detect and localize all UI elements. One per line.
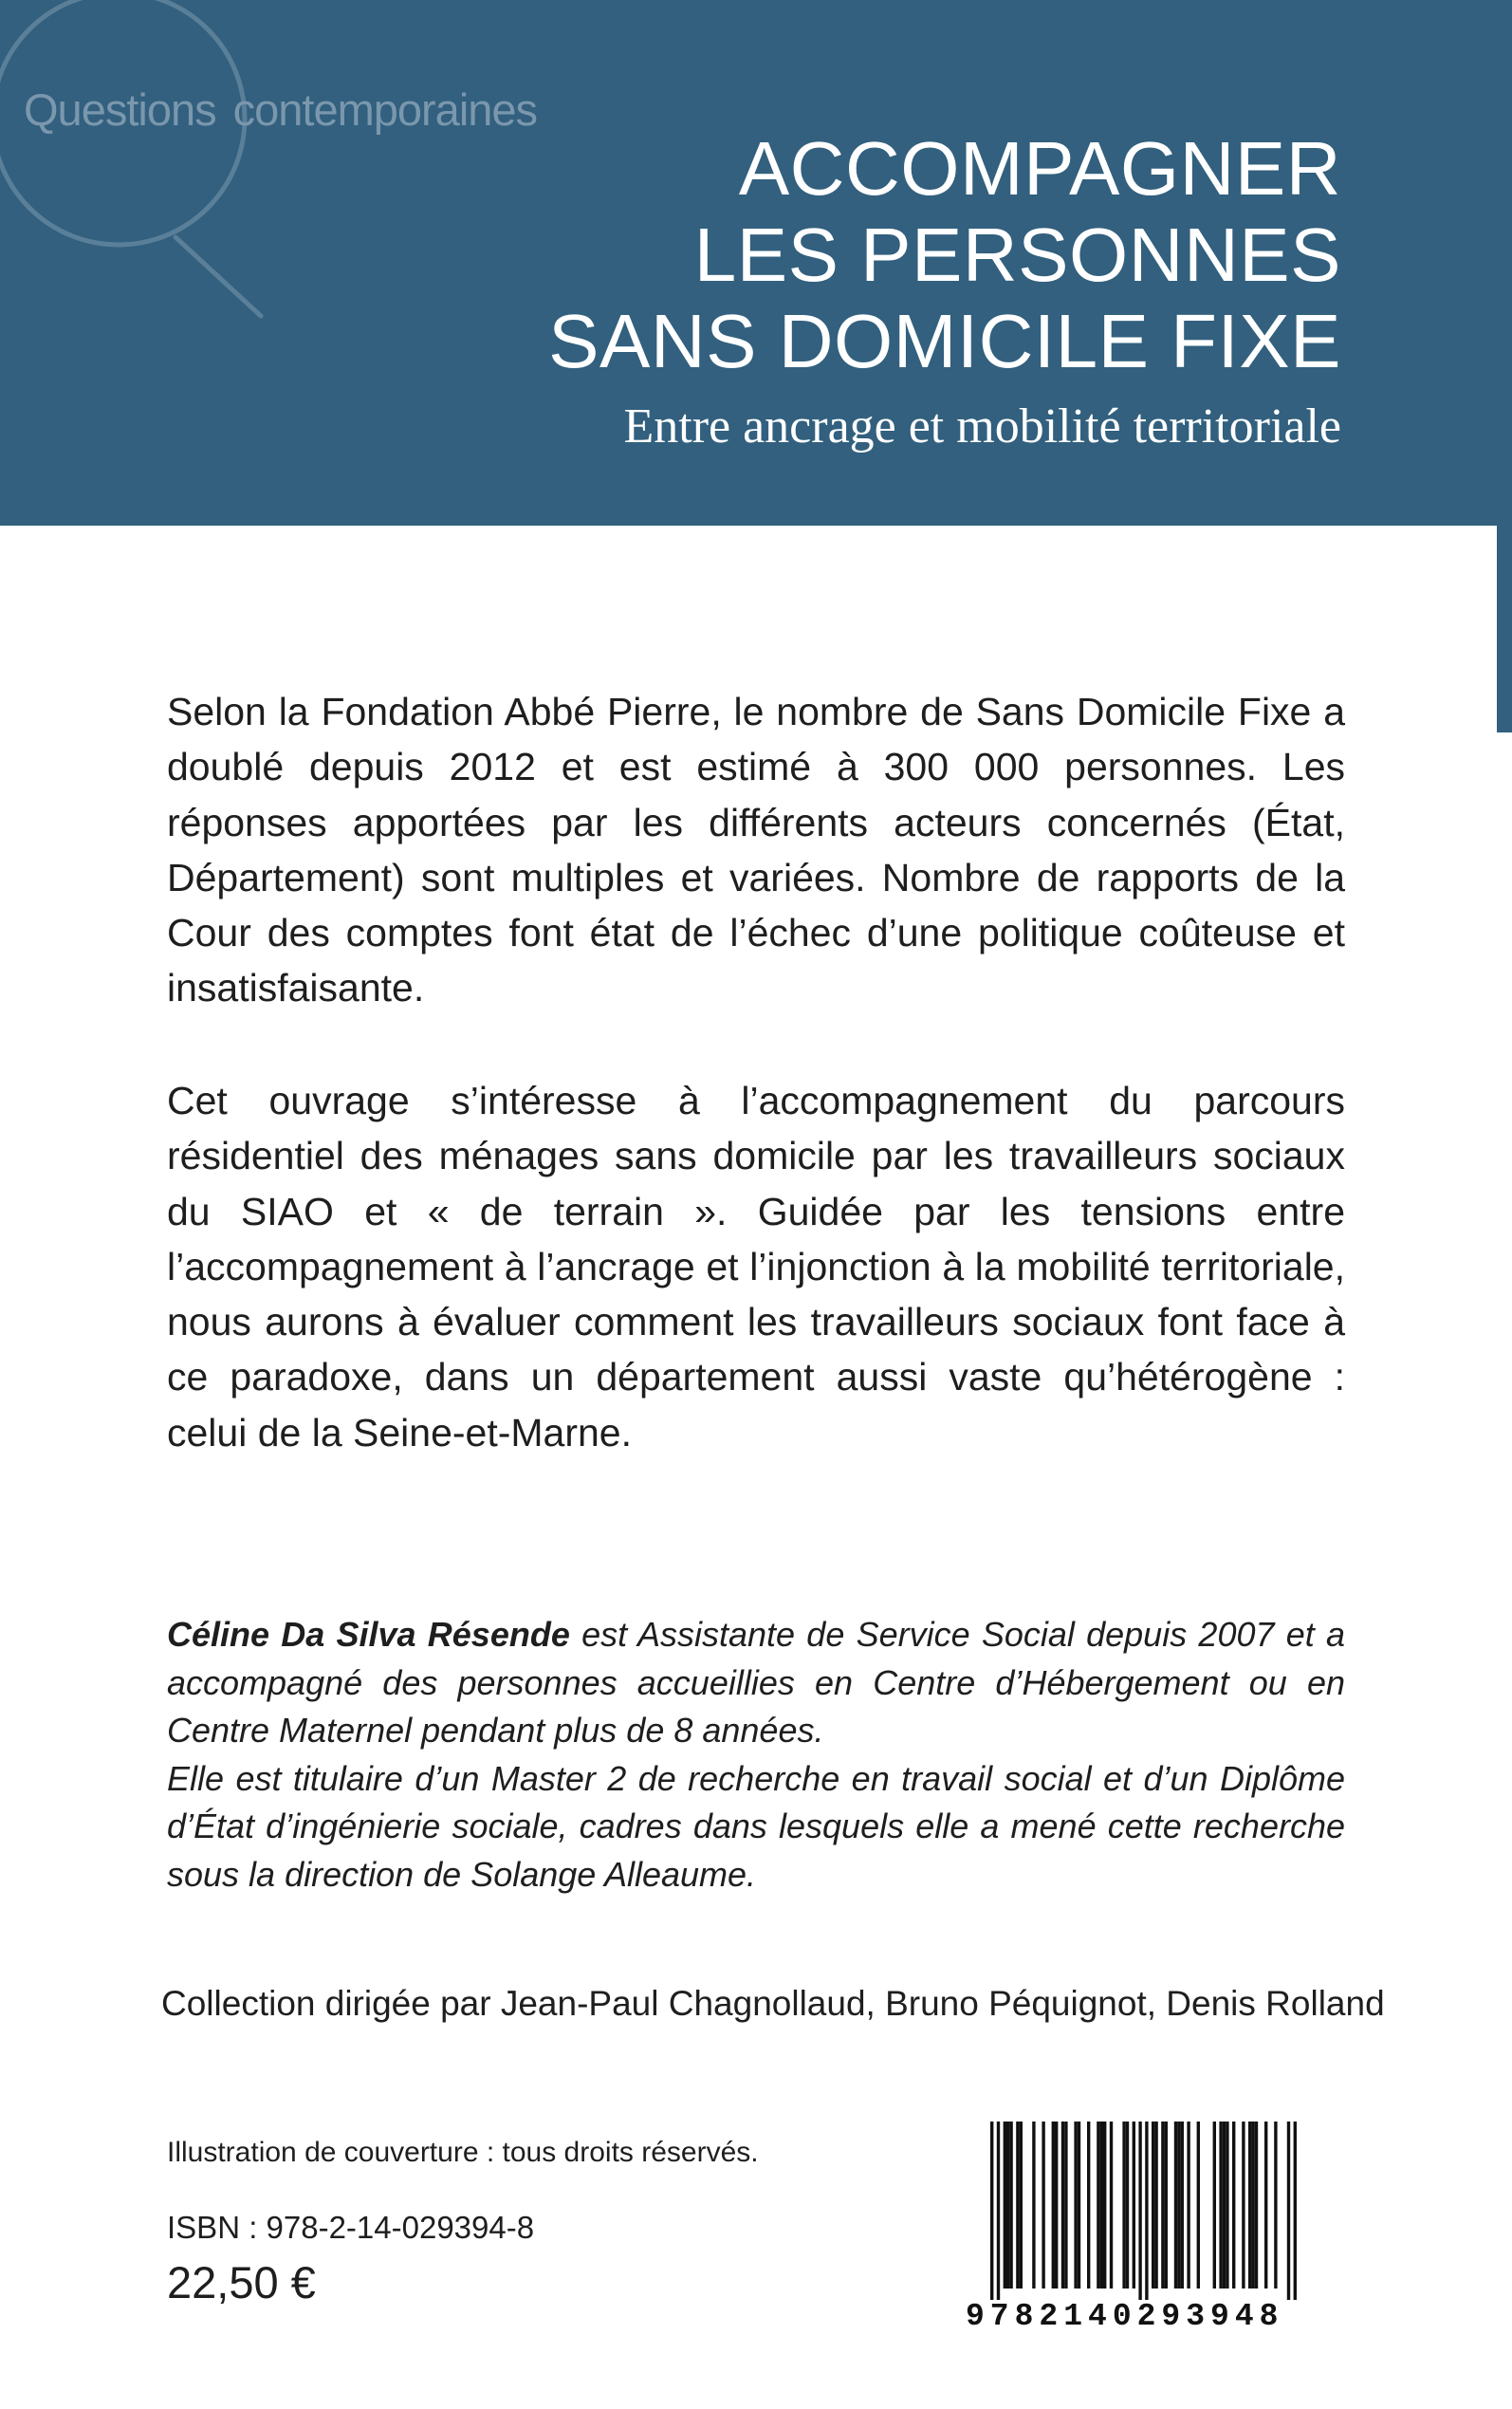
barcode-bar — [1219, 2122, 1222, 2289]
price: 22,50 € — [167, 2257, 316, 2307]
barcode-bar — [997, 2122, 1000, 2300]
book-title — [548, 125, 1341, 384]
barcode-bar — [1294, 2122, 1297, 2300]
cover-credit: Illustration de couverture : tous droits réservés. — [167, 2137, 759, 2168]
barcode-bar — [1103, 2122, 1106, 2289]
barcode-bar — [1197, 2122, 1200, 2289]
barcode-bar — [1154, 2122, 1157, 2289]
author-biography — [167, 1611, 1345, 1899]
summary-paragraph-2: Cet ouvrage s’intéresse à l’accompagnement du parcours résidentiel des ménages sans domicile par les travailleurs sociaux du SIAO et « de terrain ». Guidée par les tensions entre l’accompagnement à l’ancrage et l’injonction à la mobilité territoriale, nous aurons à évaluer comment les travailleurs sociaux font face à ce paradoxe, dans un département aussi vaste qu’hétérogène : celui de la Seine-et-Marne. — [167, 1079, 1345, 1455]
barcode-bar — [1126, 2122, 1129, 2289]
summary-paragraph-1: Selon la Fondation Abbé Pierre, le nombre de Sans Domicile Fixe a doublé depuis 2012 et est estimé à 300 000 personnes. Les réponses apportées par les différents acteurs concernés (État, Département) sont multiples et variées. Nombre de rapports de la Cour des comptes font état de l’échec d’une politique coûteuse et insatisfaisante. — [167, 690, 1345, 1010]
barcode-bar — [1145, 2122, 1148, 2300]
barcode-bar — [1110, 2122, 1113, 2289]
author-bio-paragraph-2: Elle est titulaire d’un Master 2 de recherche en travail social et d’un Diplôme d’État d’ingénierie sociale, cadres dans lesquels elle a mené cette recherche sous la direction de Solange Alleaume. — [167, 1758, 1345, 1894]
barcode-bar — [1074, 2122, 1077, 2289]
cover-header — [0, 0, 1512, 526]
barcode-bar — [1055, 2122, 1058, 2289]
series-q-logo — [0, 0, 275, 323]
barcode-bar — [1122, 2122, 1125, 2289]
barcode-bar — [1097, 2122, 1099, 2289]
barcode-bar — [1133, 2122, 1135, 2289]
barcode-bar — [1187, 2122, 1189, 2289]
title-line-2: LES PERSONNES — [693, 213, 1341, 297]
barcode-bar — [1100, 2122, 1103, 2289]
barcode-bar — [1004, 2122, 1006, 2289]
barcode-bar — [1165, 2122, 1168, 2289]
author-bio-paragraph-1 — [167, 1611, 1345, 1755]
barcode-bar — [1161, 2122, 1164, 2289]
author-bio-text-1: est Assistante de Service Social depuis 2007 et a accompagné des personnes accueillies en Centre d’Hébergement ou en Centre Maternel pendant plus de 8 années. — [167, 1615, 1345, 1750]
barcode-bar — [1287, 2122, 1290, 2300]
isbn: ISBN : 978-2-14-029394-8 — [167, 2210, 535, 2245]
barcode-bar — [1078, 2122, 1080, 2289]
barcode-bar — [1232, 2122, 1235, 2289]
barcode-bar — [1016, 2122, 1019, 2289]
spine-edge-strip — [1497, 526, 1512, 732]
author-name: Céline Da Silva Résende — [167, 1615, 570, 1654]
barcode-bar — [1087, 2122, 1090, 2289]
barcode-bar — [1274, 2122, 1277, 2289]
barcode-bar — [1020, 2122, 1023, 2289]
barcode-bar — [1174, 2122, 1177, 2289]
barcode-bar — [1006, 2122, 1009, 2289]
title-line-3: SANS DOMICILE FIXE — [548, 299, 1341, 383]
barcode-bar — [1242, 2122, 1245, 2289]
barcode-bar — [1181, 2122, 1184, 2289]
book-subtitle: Entre ancrage et mobilité territoriale — [623, 399, 1341, 454]
barcode-bar — [1255, 2122, 1258, 2289]
barcode-bar — [990, 2122, 993, 2300]
barcode-bar — [1251, 2122, 1254, 2289]
barcode-bars — [964, 2122, 1324, 2302]
barcode-bar — [1061, 2122, 1064, 2289]
title-line-1: ACCOMPAGNER — [738, 126, 1341, 211]
barcode-bar — [1264, 2122, 1267, 2289]
isbn-barcode — [964, 2122, 1324, 2336]
barcode-bar — [1226, 2122, 1228, 2289]
barcode-bar — [1213, 2122, 1216, 2289]
barcode-bar — [1152, 2122, 1154, 2289]
collection-editors: Collection dirigée par Jean-Paul Chagnollaud, Bruno Péquignot, Denis Rolland — [161, 1984, 1385, 2023]
barcode-bar — [1177, 2122, 1180, 2289]
barcode-bar — [1009, 2122, 1012, 2289]
barcode-bar — [1223, 2122, 1226, 2289]
series-name — [24, 83, 537, 136]
barcode-digits: 9782140293948 — [966, 2299, 1284, 2334]
barcode-bar — [1138, 2122, 1141, 2300]
series-name-part-1: Questions — [24, 84, 216, 135]
barcode-bar — [1032, 2122, 1035, 2289]
barcode-bar — [1248, 2122, 1251, 2289]
barcode-bar — [1052, 2122, 1055, 2289]
series-name-part-2: contemporaines — [232, 84, 538, 135]
barcode-bar — [1042, 2122, 1044, 2289]
barcode-bar — [1064, 2122, 1067, 2289]
